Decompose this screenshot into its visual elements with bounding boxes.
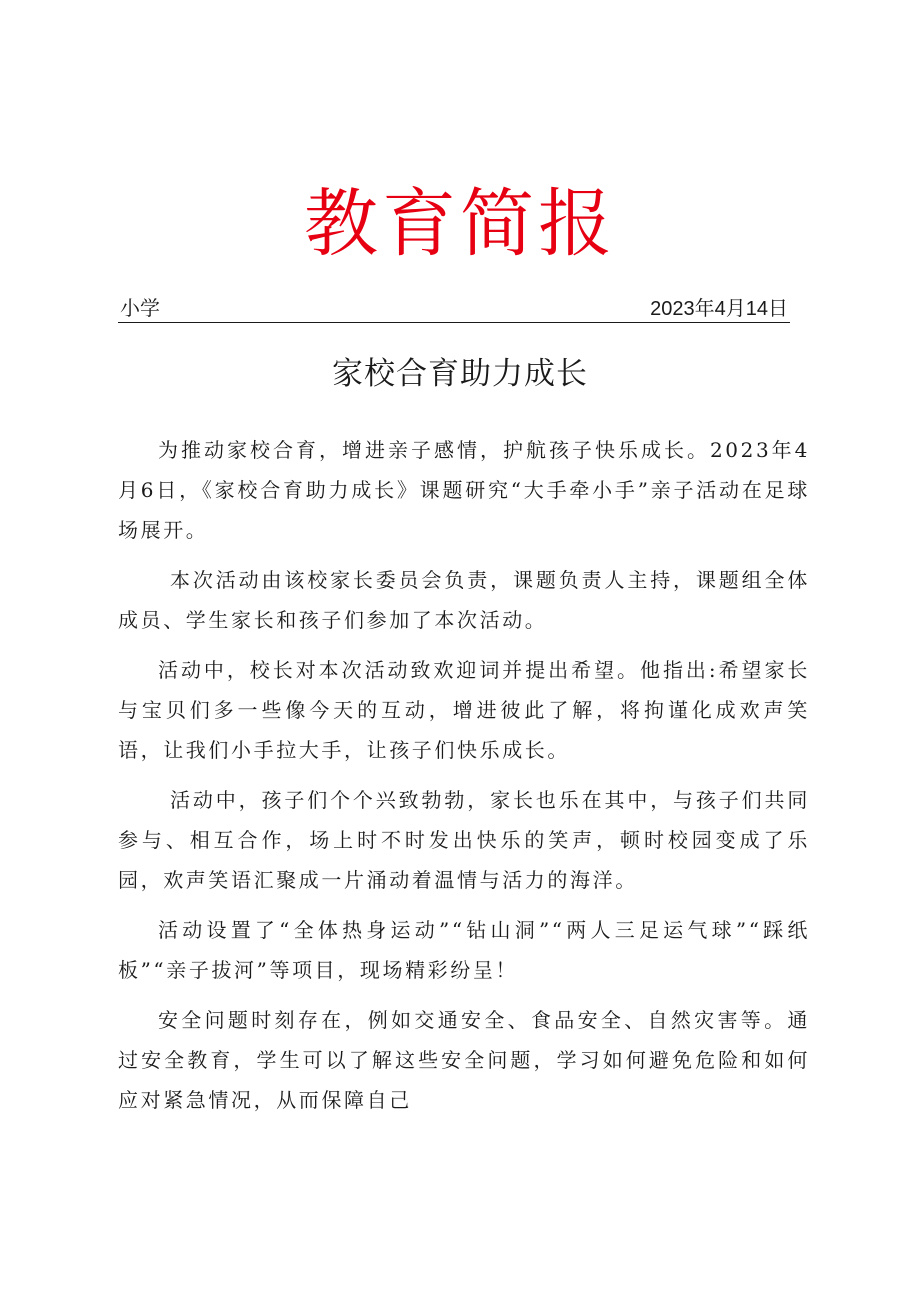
masthead-title: 教育简报 (304, 181, 616, 267)
paragraph: 安全问题时刻存在，例如交通安全、食品安全、自然灾害等。通过安全教育，学生可以了解这些安全问题，学习如何避免危险和如何应对紧急情况，从而保障自己 (118, 1008, 810, 1112)
article-headline: 家校合育助力成长 (332, 356, 588, 392)
school-name: 小学 (120, 298, 160, 320)
meta-row (118, 296, 790, 323)
article-body (118, 430, 810, 1130)
paragraph: 活动中，孩子们个个兴致勃勃，家长也乐在其中，与孩子们共同参与、相互合作，场上时不时发出快乐的笑声，顿时校园变成了乐园，欢声笑语汇聚成一片涌动着温情与活力的海洋。 (118, 788, 810, 892)
issue-date: 2023年4月14日 (650, 298, 788, 320)
paragraph: 本次活动由该校家长委员会负责，课题负责人主持，课题组全体成员、学生家长和孩子们参加了本次活动。 (118, 568, 810, 632)
paragraph: 活动设置了“全体热身运动”“钻山洞”“两人三足运气球”“踩纸板”“亲子拔河”等项目，现场精彩纷呈！ (118, 918, 810, 982)
paragraph: 活动中，校长对本次活动致欢迎词并提出希望。他指出:希望家长与宝贝们多一些像今天的互动，增进彼此了解，将拘谨化成欢声笑语，让我们小手拉大手，让孩子们快乐成长。 (118, 658, 810, 762)
paragraph: 为推动家校合育，增进亲子感情，护航孩子快乐成长。2023年4月6日，《家校合育助力成长》课题研究“大手牵小手”亲子活动在足球场展开。 (118, 438, 810, 542)
